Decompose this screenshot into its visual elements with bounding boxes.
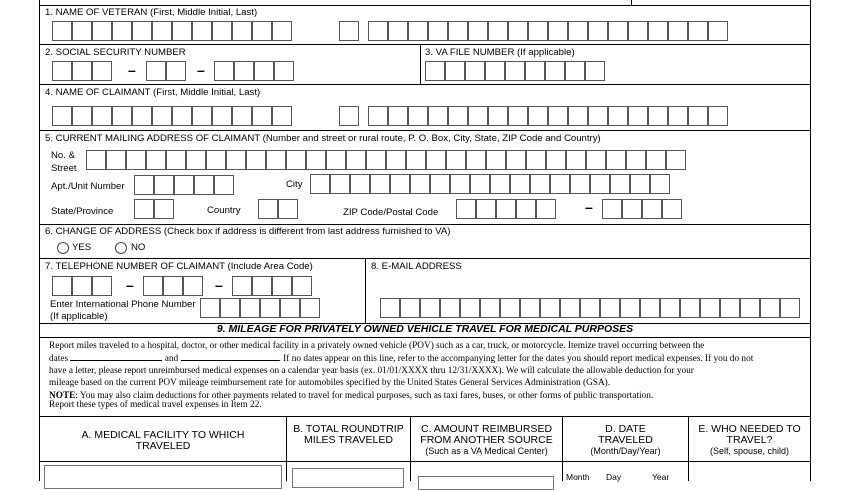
char-box[interactable] xyxy=(368,106,388,126)
char-box[interactable] xyxy=(588,106,608,126)
char-box[interactable] xyxy=(212,21,232,41)
char-box[interactable] xyxy=(642,199,662,219)
char-box[interactable] xyxy=(386,150,406,170)
char-box[interactable] xyxy=(300,298,320,318)
rule-5 xyxy=(39,258,811,259)
para-and-word: and xyxy=(164,354,179,364)
char-box[interactable] xyxy=(580,298,600,318)
char-box[interactable] xyxy=(602,199,622,219)
char-box[interactable] xyxy=(570,174,590,194)
date-year-label: Year xyxy=(652,472,670,482)
char-box[interactable] xyxy=(370,174,390,194)
char-box[interactable] xyxy=(246,150,266,170)
rule-4 xyxy=(39,224,811,225)
char-box[interactable] xyxy=(606,150,626,170)
char-box[interactable] xyxy=(550,174,570,194)
rule-1 xyxy=(39,44,811,45)
col-c-line-2: FROM ANOTHER SOURCE xyxy=(420,434,553,446)
char-box[interactable] xyxy=(688,106,708,126)
char-box[interactable] xyxy=(172,106,192,126)
char-box[interactable] xyxy=(339,21,359,41)
char-box[interactable] xyxy=(214,175,234,195)
char-box[interactable] xyxy=(586,150,606,170)
char-box[interactable] xyxy=(183,276,203,296)
char-box[interactable] xyxy=(72,61,92,81)
char-box[interactable] xyxy=(252,276,272,296)
char-box[interactable] xyxy=(254,61,274,81)
col-d-header xyxy=(563,424,688,457)
phone-prefix-boxes[interactable] xyxy=(143,276,203,296)
char-box[interactable] xyxy=(152,21,172,41)
char-box[interactable] xyxy=(486,150,506,170)
char-box[interactable] xyxy=(610,174,630,194)
note-text: : You may also claim deductions for other payments related to travel for medical purposes, such as taxi fares, buses, or other forms of public transportation. xyxy=(75,391,654,401)
va-file-label: 3. VA FILE NUMBER (If applicable) xyxy=(425,47,575,58)
char-box[interactable] xyxy=(286,150,306,170)
char-box[interactable] xyxy=(132,106,152,126)
char-box[interactable] xyxy=(668,21,688,41)
char-box[interactable] xyxy=(466,150,486,170)
veteran-last-name-boxes[interactable] xyxy=(368,21,728,41)
char-box[interactable] xyxy=(232,276,252,296)
char-box[interactable] xyxy=(508,106,528,126)
char-box[interactable] xyxy=(278,199,298,219)
divider-phone-email xyxy=(365,258,366,323)
date-day-label: Day xyxy=(606,472,622,482)
char-box[interactable] xyxy=(480,298,500,318)
char-box[interactable] xyxy=(72,106,92,126)
col-a-header xyxy=(40,430,286,452)
para-dates-word: dates xyxy=(49,354,69,364)
char-box[interactable] xyxy=(154,175,174,195)
char-box[interactable] xyxy=(260,298,280,318)
veteran-first-name-boxes[interactable] xyxy=(52,21,292,41)
char-box[interactable] xyxy=(339,106,359,126)
char-box[interactable] xyxy=(526,150,546,170)
char-box[interactable] xyxy=(266,150,286,170)
zip-label: ZIP Code/Postal Code xyxy=(343,207,439,218)
char-box[interactable] xyxy=(400,298,420,318)
ssn-label: 2. SOCIAL SECURITY NUMBER xyxy=(45,47,186,58)
veteran-name-label: 1. NAME OF VETERAN (First, Middle Initial, Last) xyxy=(45,7,258,18)
char-box[interactable] xyxy=(252,21,272,41)
char-box[interactable] xyxy=(214,61,234,81)
char-box[interactable] xyxy=(92,21,112,41)
char-box[interactable] xyxy=(126,150,146,170)
char-box[interactable] xyxy=(194,175,214,195)
email-boxes[interactable] xyxy=(380,298,800,318)
char-box[interactable] xyxy=(566,150,586,170)
char-box[interactable] xyxy=(152,106,172,126)
char-box[interactable] xyxy=(428,106,448,126)
char-box[interactable] xyxy=(456,199,476,219)
veteran-middle-initial-box[interactable] xyxy=(339,21,359,41)
char-box[interactable] xyxy=(166,150,186,170)
col-a-line-2: TRAVELED xyxy=(135,440,191,452)
char-box[interactable] xyxy=(760,298,780,318)
char-box[interactable] xyxy=(628,21,648,41)
char-box[interactable] xyxy=(465,61,485,81)
city-label: City xyxy=(286,179,303,190)
para-line-2-rest: . If no dates appear on this line, refer to the accompanying letter for the dates you should report medical expenses. If you do not xyxy=(278,354,754,364)
end-date-blank[interactable] xyxy=(181,352,279,361)
char-box[interactable] xyxy=(428,21,448,41)
char-box[interactable] xyxy=(206,150,226,170)
char-box[interactable] xyxy=(200,298,220,318)
char-box[interactable] xyxy=(146,150,166,170)
rule-8 xyxy=(39,416,811,417)
char-box[interactable] xyxy=(274,61,294,81)
col-c-header xyxy=(411,424,562,457)
char-box[interactable] xyxy=(546,150,566,170)
char-box[interactable] xyxy=(166,61,186,81)
state-boxes[interactable] xyxy=(134,199,174,219)
char-box[interactable] xyxy=(388,106,408,126)
para-line-4: mileage based on the current POV mileage reimbursement rate for automobiles specified by the United States General Services Administration (GSA). xyxy=(49,378,611,388)
section9-title: 9. MILEAGE FOR PRIVATELY OWNED VEHICLE TRAVEL FOR MEDICAL PURPOSES xyxy=(216,323,634,335)
intl-phone-boxes[interactable] xyxy=(200,298,320,318)
char-box[interactable] xyxy=(408,21,428,41)
para-line-1: Report miles traveled to a hospital, doctor, or other medical facility in a privately owned vehicle (POV) such as a car, truck, or motorcycle. Itemize travel occurring between the xyxy=(49,341,705,351)
address-label: 5. CURRENT MAILING ADDRESS OF CLAIMANT (Number and street or rural route, P. O. Box, City, State, ZIP Code and Country) xyxy=(45,133,601,144)
yes-label: YES xyxy=(72,242,92,253)
char-box[interactable] xyxy=(590,174,610,194)
char-box[interactable] xyxy=(326,150,346,170)
email-label: 8. E-MAIL ADDRESS xyxy=(371,261,462,272)
char-box[interactable] xyxy=(154,199,174,219)
char-box[interactable] xyxy=(174,175,194,195)
char-box[interactable] xyxy=(258,199,278,219)
col-b-header xyxy=(287,424,410,446)
char-box[interactable] xyxy=(600,298,620,318)
char-box[interactable] xyxy=(86,150,106,170)
ssn-dash-2: – xyxy=(197,62,205,78)
char-box[interactable] xyxy=(146,61,166,81)
char-box[interactable] xyxy=(460,298,480,318)
col-c-line-3: (Such as a VA Medical Center) xyxy=(425,446,548,456)
apt-label: Apt./Unit Number xyxy=(51,181,125,192)
char-box[interactable] xyxy=(620,298,640,318)
char-box[interactable] xyxy=(650,174,670,194)
char-box[interactable] xyxy=(662,199,682,219)
char-box[interactable] xyxy=(536,199,556,219)
char-box[interactable] xyxy=(740,298,760,318)
col-b-line-2: MILES TRAVELED xyxy=(304,434,393,446)
char-box[interactable] xyxy=(525,61,545,81)
char-box[interactable] xyxy=(626,150,646,170)
ssn-part3-boxes[interactable] xyxy=(214,61,294,81)
char-box[interactable] xyxy=(445,61,465,81)
char-box[interactable] xyxy=(476,199,496,219)
char-box[interactable] xyxy=(306,150,326,170)
apt-boxes[interactable] xyxy=(134,175,234,195)
no-label: NO xyxy=(131,242,146,253)
char-box[interactable] xyxy=(516,199,536,219)
ssn-part1-boxes[interactable] xyxy=(52,61,112,81)
rule-9 xyxy=(39,461,811,462)
char-box[interactable] xyxy=(112,106,132,126)
char-box[interactable] xyxy=(488,106,508,126)
char-box[interactable] xyxy=(468,21,488,41)
char-box[interactable] xyxy=(72,276,92,296)
note-label: NOTE xyxy=(49,391,76,401)
char-box[interactable] xyxy=(488,21,508,41)
claimant-first-name-boxes[interactable] xyxy=(52,106,292,126)
char-box[interactable] xyxy=(530,174,550,194)
char-box[interactable] xyxy=(496,199,516,219)
char-box[interactable] xyxy=(508,21,528,41)
phone-dash-2: – xyxy=(215,277,223,293)
char-box[interactable] xyxy=(292,276,312,296)
char-box[interactable] xyxy=(143,276,163,296)
char-box[interactable] xyxy=(366,150,386,170)
char-box[interactable] xyxy=(280,298,300,318)
zip-dash: – xyxy=(585,199,593,215)
char-box[interactable] xyxy=(272,276,292,296)
char-box[interactable] xyxy=(520,298,540,318)
phone-area-code-boxes[interactable] xyxy=(52,276,112,296)
char-box[interactable] xyxy=(450,174,470,194)
city-boxes[interactable] xyxy=(310,174,670,194)
col-d-line-1: D. DATE xyxy=(605,423,646,435)
char-box[interactable] xyxy=(52,61,72,81)
char-box[interactable] xyxy=(52,276,72,296)
col-e-line-3: (Self, spouse, child) xyxy=(709,446,790,456)
country-label: Country xyxy=(207,205,241,216)
char-box[interactable] xyxy=(565,61,585,81)
char-box[interactable] xyxy=(548,106,568,126)
char-box[interactable] xyxy=(568,21,588,41)
char-box[interactable] xyxy=(52,21,72,41)
char-box[interactable] xyxy=(186,150,206,170)
char-box[interactable] xyxy=(622,199,642,219)
change-address-label: 6. CHANGE OF ADDRESS (Check box if address is different from last address furnished to VA) xyxy=(45,226,451,237)
char-box[interactable] xyxy=(648,21,668,41)
zip-part2-boxes[interactable] xyxy=(602,199,682,219)
char-box[interactable] xyxy=(720,298,740,318)
frame-left xyxy=(39,0,40,481)
char-box[interactable] xyxy=(346,150,366,170)
phone-label: 7. TELEPHONE NUMBER OF CLAIMANT (Include Area Code) xyxy=(45,261,313,272)
char-box[interactable] xyxy=(172,21,192,41)
state-label: State/Province xyxy=(51,206,114,217)
char-box[interactable] xyxy=(585,61,605,81)
rule-2 xyxy=(39,84,811,85)
char-box[interactable] xyxy=(688,21,708,41)
char-box[interactable] xyxy=(668,106,688,126)
claimant-middle-initial-box[interactable] xyxy=(339,106,359,126)
char-box[interactable] xyxy=(588,21,608,41)
ssn-part2-boxes[interactable] xyxy=(146,61,186,81)
char-box[interactable] xyxy=(406,150,426,170)
char-box[interactable] xyxy=(540,298,560,318)
char-box[interactable] xyxy=(52,106,72,126)
char-box[interactable] xyxy=(448,106,468,126)
char-box[interactable] xyxy=(350,174,370,194)
col-a-line-1: A. MEDICAL FACILITY TO WHICH xyxy=(81,429,245,441)
char-box[interactable] xyxy=(430,174,450,194)
char-box[interactable] xyxy=(272,106,292,126)
yes-radio[interactable] xyxy=(57,242,69,254)
char-box[interactable] xyxy=(408,106,428,126)
miles-input-row-1[interactable] xyxy=(292,468,404,488)
rule-7 xyxy=(39,337,811,338)
phone-line-boxes[interactable] xyxy=(232,276,312,296)
char-box[interactable] xyxy=(666,150,686,170)
intl-phone-label-1: Enter International Phone Number xyxy=(50,299,196,310)
start-date-blank[interactable] xyxy=(70,352,162,361)
char-box[interactable] xyxy=(72,21,92,41)
intl-phone-label-2: (If applicable) xyxy=(50,311,108,322)
char-box[interactable] xyxy=(380,298,400,318)
char-box[interactable] xyxy=(510,174,530,194)
char-box[interactable] xyxy=(648,106,668,126)
char-box[interactable] xyxy=(134,175,154,195)
va-file-boxes[interactable] xyxy=(425,61,605,81)
char-box[interactable] xyxy=(390,174,410,194)
divider-ssn-va xyxy=(420,44,421,84)
char-box[interactable] xyxy=(608,21,628,41)
char-box[interactable] xyxy=(568,106,588,126)
col-e-line-2: TRAVEL? xyxy=(726,434,773,446)
char-box[interactable] xyxy=(310,174,330,194)
char-box[interactable] xyxy=(780,298,800,318)
col-e-line-1: E. WHO NEEDED TO xyxy=(698,423,801,435)
street-label-2: Street xyxy=(51,163,77,174)
char-box[interactable] xyxy=(192,21,212,41)
rule-3 xyxy=(39,130,811,131)
char-box[interactable] xyxy=(548,21,568,41)
zip-part1-boxes[interactable] xyxy=(456,199,556,219)
char-box[interactable] xyxy=(163,276,183,296)
char-box[interactable] xyxy=(506,150,526,170)
char-box[interactable] xyxy=(545,61,565,81)
para-line-2 xyxy=(49,352,809,365)
char-box[interactable] xyxy=(446,150,466,170)
ssn-dash-1: – xyxy=(128,62,136,78)
char-box[interactable] xyxy=(528,21,548,41)
char-box[interactable] xyxy=(368,21,388,41)
claimant-name-label: 4. NAME OF CLAIMANT (First, Middle Initial, Last) xyxy=(45,87,261,98)
col-e-header xyxy=(689,424,810,457)
char-box[interactable] xyxy=(500,298,520,318)
char-box[interactable] xyxy=(448,21,468,41)
char-box[interactable] xyxy=(134,199,154,219)
char-box[interactable] xyxy=(192,106,212,126)
char-box[interactable] xyxy=(440,298,460,318)
char-box[interactable] xyxy=(646,150,666,170)
note-line-2: Report these types of medical travel expenses in Item 22. xyxy=(49,400,262,410)
facility-input-row-1[interactable] xyxy=(44,465,282,489)
street-label-1: No. & xyxy=(51,150,75,161)
char-box[interactable] xyxy=(220,298,240,318)
char-box[interactable] xyxy=(388,21,408,41)
col-b-line-1: B. TOTAL ROUNDTRIP xyxy=(293,423,404,435)
char-box[interactable] xyxy=(630,174,650,194)
char-box[interactable] xyxy=(560,298,580,318)
char-box[interactable] xyxy=(234,61,254,81)
char-box[interactable] xyxy=(252,106,272,126)
char-box[interactable] xyxy=(240,298,260,318)
date-month-label: Month xyxy=(566,472,590,482)
char-box[interactable] xyxy=(112,21,132,41)
char-box[interactable] xyxy=(470,174,490,194)
frame-right xyxy=(810,0,811,481)
char-box[interactable] xyxy=(92,276,112,296)
char-box[interactable] xyxy=(212,106,232,126)
col-d-line-2: TRAVELED xyxy=(598,434,653,446)
char-box[interactable] xyxy=(426,150,446,170)
char-box[interactable] xyxy=(132,21,152,41)
char-box[interactable] xyxy=(708,106,728,126)
street-boxes[interactable] xyxy=(86,150,686,170)
char-box[interactable] xyxy=(272,21,292,41)
char-box[interactable] xyxy=(92,61,112,81)
char-box[interactable] xyxy=(700,298,720,318)
no-radio[interactable] xyxy=(115,242,127,254)
col-c-line-1: C. AMOUNT REIMBURSED xyxy=(420,423,553,435)
char-box[interactable] xyxy=(226,150,246,170)
char-box[interactable] xyxy=(680,298,700,318)
char-box[interactable] xyxy=(640,298,660,318)
country-boxes[interactable] xyxy=(258,199,298,219)
char-box[interactable] xyxy=(410,174,430,194)
char-box[interactable] xyxy=(330,174,350,194)
char-box[interactable] xyxy=(528,106,548,126)
col-d-line-3: (Month/Day/Year) xyxy=(590,446,661,456)
char-box[interactable] xyxy=(708,21,728,41)
char-box[interactable] xyxy=(420,298,440,318)
char-box[interactable] xyxy=(106,150,126,170)
para-line-3: have a letter, please report unreimbursed medical expenses on a calendar year basis (ex. 01/01/XXXX thru 12/31/XXXX). We will calculate the allowable deduction for your xyxy=(49,366,694,376)
char-box[interactable] xyxy=(608,106,628,126)
char-box[interactable] xyxy=(660,298,680,318)
phone-dash-1: – xyxy=(126,277,134,293)
section9-paragraph xyxy=(49,340,809,410)
char-box[interactable] xyxy=(232,21,252,41)
char-box[interactable] xyxy=(232,106,252,126)
char-box[interactable] xyxy=(490,174,510,194)
char-box[interactable] xyxy=(468,106,488,126)
claimant-last-name-boxes[interactable] xyxy=(368,106,728,126)
char-box[interactable] xyxy=(628,106,648,126)
char-box[interactable] xyxy=(505,61,525,81)
char-box[interactable] xyxy=(425,61,445,81)
amount-input-row-1[interactable] xyxy=(418,476,554,490)
rule-top xyxy=(39,5,811,6)
char-box[interactable] xyxy=(92,106,112,126)
char-box[interactable] xyxy=(485,61,505,81)
